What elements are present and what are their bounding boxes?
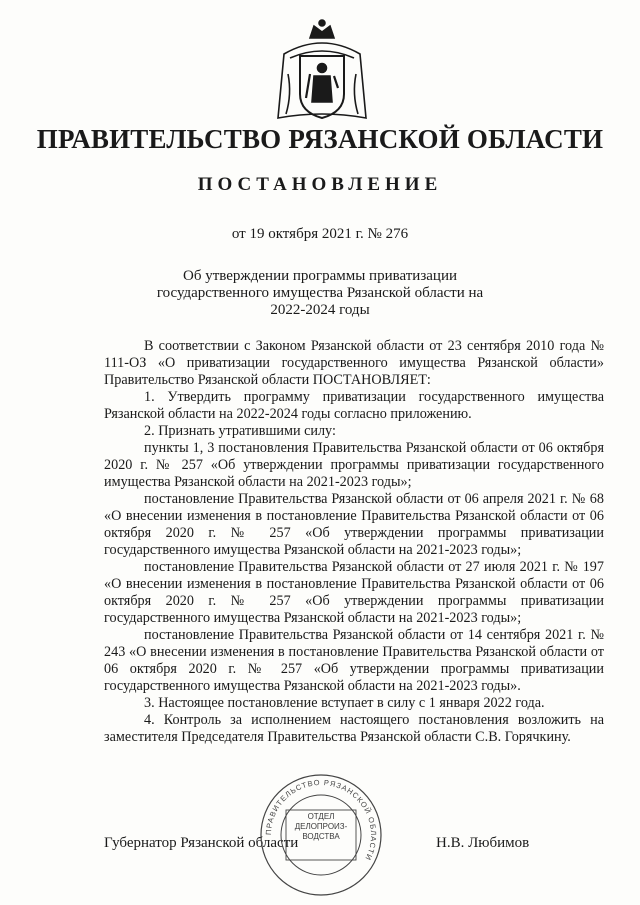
stamp-center-text: ОТДЕЛ ДЕЛОПРОИЗ- ВОДСТВА [294, 812, 348, 841]
stamp-ring-text: ПРАВИТЕЛЬСТВО РЯЗАНСКОЙ ОБЛАСТИ [263, 777, 379, 863]
paragraph-repeal-3: постановление Правительства Рязанской области от 27 июля 2021 г. № 197 «О внесении изменения в постановление Правительства Рязанской области от 06 октября 2020 г. № 257 «Об утверждении программы приватизации государственного имущества Рязанской области на 2021-2023 годы»; [104, 559, 604, 626]
paragraph-preamble: В соответствии с Законом Рязанской области от 23 сентября 2010 года № 111-ОЗ «О приватизации государственного имущества Рязанской области» Правительство Рязанской области ПОСТАНОВЛЯЕТ: [104, 338, 604, 388]
coat-of-arms-icon [270, 14, 374, 130]
paragraph-item-3: 3. Настоящее постановление вступает в силу с 1 января 2022 года. [144, 695, 545, 711]
document-body [104, 338, 604, 746]
signatory-name: Н.В. Любимов [436, 835, 530, 851]
signatory-position: Губернатор Рязанской области [104, 835, 299, 851]
paragraph-item-2: 2. Признать утратившими силу: [144, 423, 336, 439]
paragraph-repeal-1: пункты 1, 3 постановления Правительства Рязанской области от 06 октября 2020 г. № 257 «Об утверждении программы приватизации государственного имущества Рязанской области на 2021-2023 годы»; [104, 440, 604, 490]
document-type: ПОСТАНОВЛЕНИЕ [197, 174, 443, 195]
paragraph-item-4: 4. Контроль за исполнением настоящего постановления возложить на заместителя Председателя Правительства Рязанской области С.В. Горячкину. [104, 712, 604, 745]
paragraph-repeal-2: постановление Правительства Рязанской области от 06 апреля 2021 г. № 68 «О внесении изменения в постановление Правительства Рязанской области от 06 октября 2020 г. № 257 «Об утверждении программы приватизации государственного имущества Рязанской области на 2021-2023 годы»; [104, 491, 604, 558]
government-title: ПРАВИТЕЛЬСТВО РЯЗАНСКОЙ ОБЛАСТИ [36, 124, 604, 154]
paragraph-item-1: 1. Утвердить программу приватизации государственного имущества Рязанской области на 2022-2024 годы согласно приложению. [104, 389, 604, 422]
document-subject: Об утверждении программы приватизации государственного имущества Рязанской области на 2022-2024 годы [156, 268, 484, 318]
document-date-number: от 19 октября 2021 г. № 276 [231, 226, 409, 242]
paragraph-repeal-4: постановление Правительства Рязанской области от 14 сентября 2021 г. № 243 «О внесении изменения в постановление Правительства Рязанской области от 06 октября 2020 г. № 257 «Об утверждении программы приватизации государственного имущества Рязанской области на 2021-2023 годы». [104, 627, 604, 694]
